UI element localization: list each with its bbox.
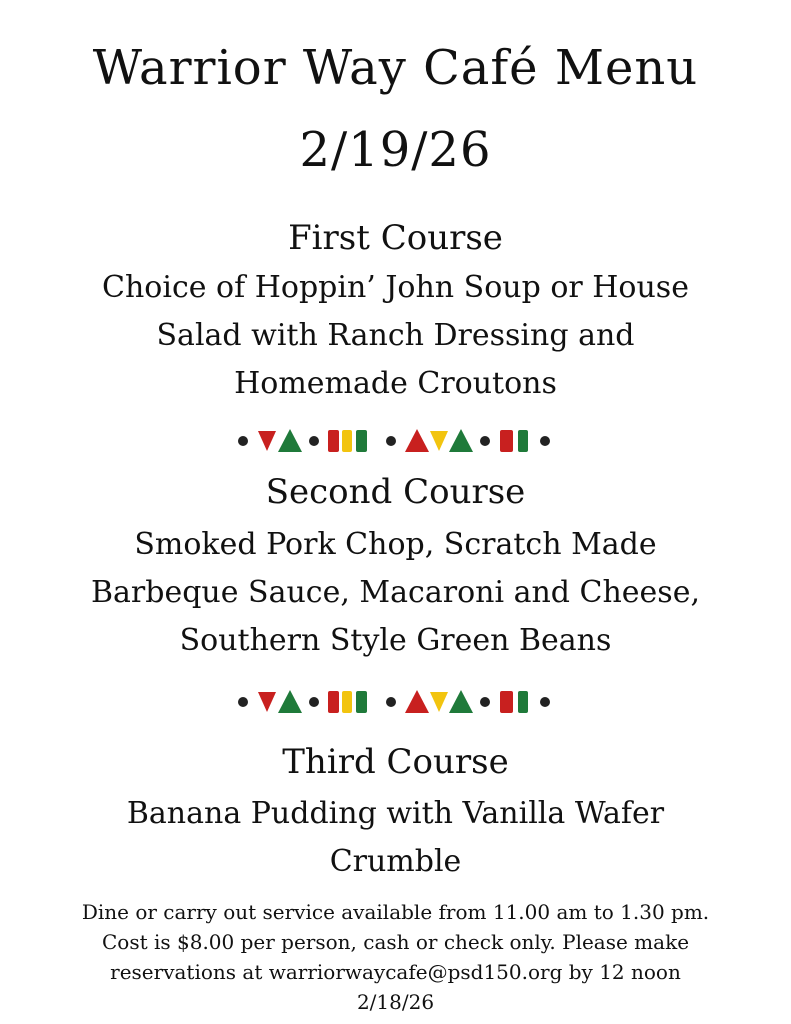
- dot-shape: [309, 436, 319, 446]
- green-triangle-shape: [449, 690, 473, 713]
- red-triangle-shape: [405, 690, 429, 713]
- course-description-line: Banana Pudding with Vanilla Wafer: [126, 796, 665, 831]
- course-heading: Third Course: [282, 742, 509, 782]
- footer-line: Cost is $8.00 per person, cash or check only. Please make: [101, 930, 690, 954]
- green-bar-shape: [518, 430, 528, 452]
- green-triangle-shape: [449, 429, 473, 452]
- green-bar-shape: [356, 691, 367, 713]
- footer-line: reservations at warriorwaycafe@psd150.org by 12 noon: [110, 960, 681, 984]
- dot-shape: [540, 436, 550, 446]
- dot-shape: [480, 436, 490, 446]
- footer-date: 2/18/26: [356, 990, 435, 1014]
- red-triangle-shape: [258, 692, 276, 712]
- course-description-line: Salad with Ranch Dressing and: [156, 318, 635, 353]
- green-bar-shape: [518, 691, 528, 713]
- dot-shape: [386, 436, 396, 446]
- dot-shape: [386, 697, 396, 707]
- divider-pattern: [238, 690, 550, 713]
- course-description-line: Crumble: [329, 844, 462, 879]
- course-description-line: Choice of Hoppin’ John Soup or House: [102, 270, 689, 305]
- menu-title-text: Warrior Way Café Menu: [92, 40, 699, 96]
- menu-date: 2/19/26: [299, 122, 492, 178]
- decorative-divider: [0, 421, 791, 461]
- green-triangle-shape: [278, 429, 302, 452]
- course-description-line: Southern Style Green Beans: [179, 623, 612, 658]
- course-description-line: Homemade Croutons: [234, 366, 557, 401]
- footer-line: Dine or carry out service available from 11.00 am to 1.30 pm.: [81, 900, 710, 924]
- red-triangle-shape: [258, 431, 276, 451]
- yellow-triangle-shape: [430, 431, 448, 451]
- course-heading: Second Course: [265, 472, 526, 512]
- course-description-line: Smoked Pork Chop, Scratch Made: [134, 527, 657, 562]
- red-bar-shape: [328, 691, 339, 713]
- green-triangle-shape: [278, 690, 302, 713]
- red-bar-shape: [328, 430, 339, 452]
- red-bar-shape: [500, 430, 513, 452]
- dot-shape: [238, 697, 248, 707]
- yellow-bar-shape: [342, 691, 352, 713]
- dot-shape: [238, 436, 248, 446]
- dot-shape: [480, 697, 490, 707]
- yellow-triangle-shape: [430, 692, 448, 712]
- dot-shape: [540, 697, 550, 707]
- course-description-line: Barbeque Sauce, Macaroni and Cheese,: [91, 575, 700, 610]
- red-triangle-shape: [405, 429, 429, 452]
- decorative-divider: [0, 682, 791, 722]
- dot-shape: [309, 697, 319, 707]
- course-heading: First Course: [288, 218, 503, 258]
- red-bar-shape: [500, 691, 513, 713]
- yellow-bar-shape: [342, 430, 352, 452]
- divider-pattern: [238, 429, 550, 452]
- green-bar-shape: [356, 430, 367, 452]
